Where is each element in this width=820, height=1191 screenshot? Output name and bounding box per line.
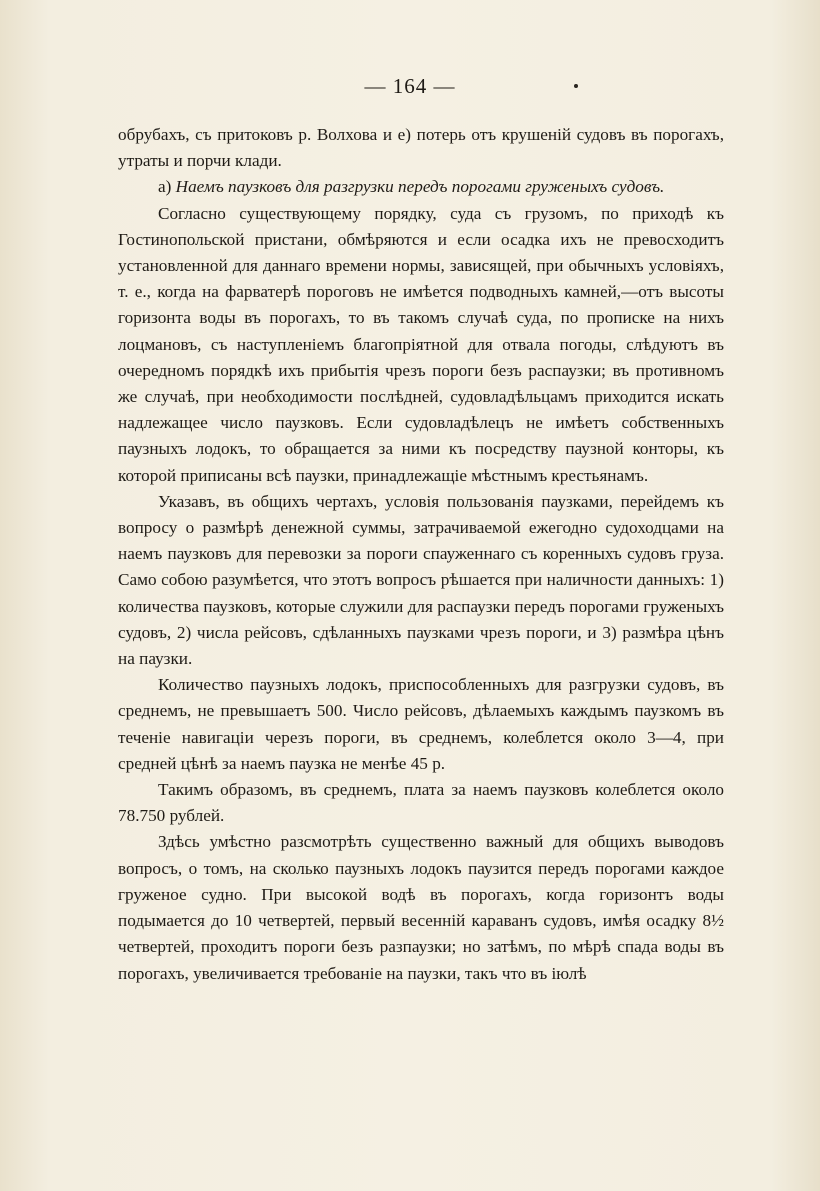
page-body [118, 122, 724, 987]
paragraph: Количество паузныхъ лодокъ, приспособленныхъ для разгрузки судовъ, въ среднемъ, не превышаетъ 500. Число рейсовъ, дѣлаемыхъ каждымъ паузкомъ въ теченіе навигаціи черезъ пороги, въ среднемъ, колеблется около 3—4, при средней цѣнѣ за наемъ паузка не менѣе 45 р. [118, 675, 724, 773]
paragraph: Указавъ, въ общихъ чертахъ, условія пользованія паузками, перейдемъ къ вопросу о размѣрѣ денежной суммы, затрачиваемой ежегодно судоходцами на наемъ паузковъ для перевозки за пороги спауженнаго съ коренныхъ судовъ груза. Само собою разумѣется, что этотъ вопросъ рѣшается при наличности данныхъ: 1) количества паузковъ, которые служили для распаузки передъ порогами груженыхъ судовъ, 2) числа рейсовъ, сдѣланныхъ паузками чрезъ пороги, и 3) размѣра цѣнъ на паузки. [118, 491, 724, 669]
subheading-text: Наемъ паузковъ для разгрузки передъ порогами груженыхъ судовъ. [175, 177, 665, 197]
paragraph-continuation: обрубахъ, съ притоковъ р. Волхова и е) потерь отъ крушеній судовъ въ порогахъ, утраты и порчи клади. [118, 125, 724, 171]
paragraph: Здѣсь умѣстно разсмотрѣть существенно важный для общихъ выводовъ вопросъ, о томъ, на сколько паузныхъ лодокъ паузится передъ порогами каждое груженое судно. При высокой водѣ въ порогахъ, когда горизонтъ воды подымается до 10 четвертей, первый весенній караванъ судовъ, имѣя осадку 8½ четвертей, проходитъ пороги безъ разпаузки; но затѣмъ, по мѣрѣ спада воды въ порогахъ, увеличивается требованіе на паузки, такъ что въ іюлѣ [118, 832, 724, 983]
print-speck [574, 84, 578, 88]
paragraph: Согласно существующему порядку, суда съ грузомъ, по приходѣ къ Гостинопольской пристани, обмѣряются и если осадка ихъ не превосходитъ установленной для даннаго времени нормы, зависящей, при обычныхъ условіяхъ, т. е., когда на фарватерѣ пороговъ не имѣется подводныхъ камней,—отъ высоты горизонта воды въ порогахъ, то въ такомъ случаѣ суда, по прописке на нихъ лоцмановъ, съ наступленіемъ благопріятной для отвала погоды, слѣдуютъ въ очередномъ порядкѣ ихъ прибытія чрезъ пороги безъ распаузки; въ противномъ же случаѣ, при необходимости послѣдней, судовладѣльцамъ приходится искать надлежащее число паузковъ. Если судовладѣлецъ не имѣетъ собственныхъ паузныхъ лодокъ, то обращается за ними къ посредству паузной конторы, къ которой приписаны всѣ паузки, принадлежащіе мѣстнымъ крестьянамъ. [118, 203, 724, 485]
subheading [118, 174, 724, 200]
paragraph: Такимъ образомъ, въ среднемъ, плата за наемъ паузковъ колеблется около 78.750 рублей. [118, 780, 724, 826]
subheading-marker: а) [158, 177, 172, 197]
page-number: — 164 — [364, 74, 456, 98]
